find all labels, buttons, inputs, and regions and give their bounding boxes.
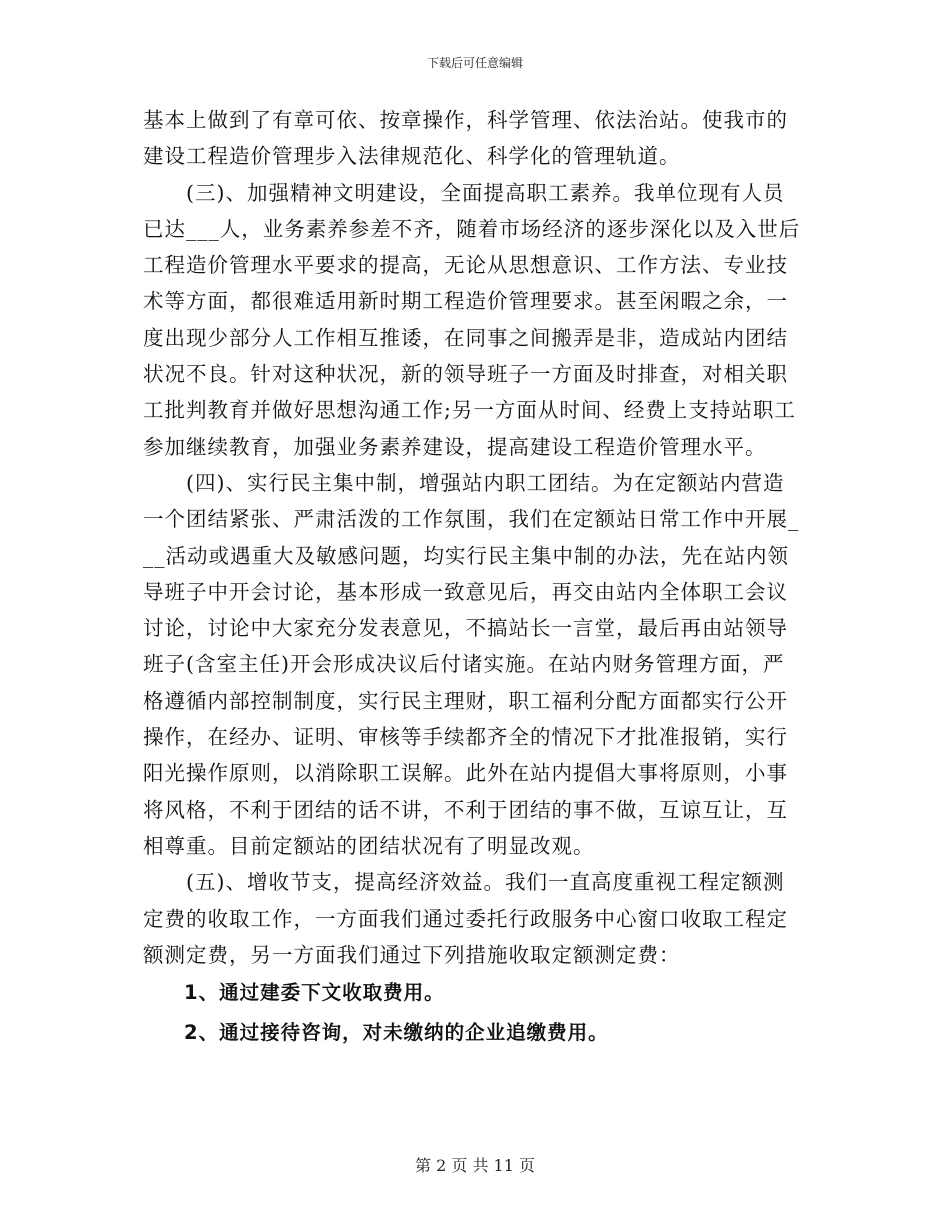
text-line: 讨论，讨论中大家充分发表意见，不搞站长一言堂，最后再由站领导 <box>143 616 788 641</box>
text-line: 已达___人，业务素养参差不齐，随着市场经济的逐步深化以及入世后 <box>143 216 801 241</box>
page-header: 下载后可任意编辑 <box>426 56 523 70</box>
text-line: 格遵循内部控制制度，实行民主理财，职工福利分配方面都实行公开 <box>143 688 788 713</box>
page-footer: 第 2 页 共 11 页 <box>415 1156 535 1175</box>
text-line: 操作，在经办、证明、审核等手续都齐全的情况下才批准报销，实行 <box>143 725 788 750</box>
text-line: 度出现少部分人工作相互推诿，在同事之间搬弄是非，造成站内团结 <box>143 325 788 350</box>
text-line: 班子(含室主任)开会形成决议后付诸实施。在站内财务管理方面，严 <box>143 652 785 677</box>
text-line: 参加继续教育，加强业务素养建设，提高建设工程造价管理水平。 <box>143 434 767 459</box>
text-line: 状况不良。针对这种状况，新的领导班子一方面及时排查，对相关职 <box>143 362 788 387</box>
text-line: 阳光操作原则，以消除职工误解。此外在站内提倡大事将原则，小事 <box>143 761 788 786</box>
text-line: __活动或遇重大及敏感问题，均实行民主集中制的办法，先在站内领 <box>143 543 789 568</box>
text-line: 相尊重。目前定额站的团结状况有了明显改观。 <box>143 833 595 858</box>
bold-list-item: 2、通过接待咨询，对未缴纳的企业追缴费用。 <box>143 1021 609 1045</box>
text-line: 工程造价管理水平要求的提高，无论从思想意识、工作方法、专业技 <box>143 253 788 278</box>
text-line: 定费的收取工作，一方面我们通过委托行政服务中心窗口收取工程定 <box>143 906 788 931</box>
text-line: 基本上做到了有章可依、按章操作，科学管理、依法治站。使我市的 <box>143 108 788 132</box>
bold-list-item: 1、通过建委下文收取费用。 <box>143 981 445 1005</box>
text-line: 建设工程造价管理步入法律规范化、科学化的管理轨道。 <box>143 144 681 169</box>
document-body <box>143 102 813 1054</box>
text-line: (三)、加强精神文明建设，全面提高职工素养。我单位现有人员 <box>143 180 785 205</box>
text-line: (五)、增收节支，提高经济效益。我们一直高度重视工程定额测 <box>143 870 785 895</box>
text-line: 将风格，不利于团结的话不讲，不利于团结的事不做，互谅互让，互 <box>143 797 788 822</box>
text-line: 导班子中开会讨论，基本形成一致意见后，再交由站内全体职工会议 <box>143 579 788 604</box>
text-line: 工批判教育并做好思想沟通工作;另一方面从时间、经费上支持站职工 <box>143 398 796 423</box>
text-line: 额测定费，另一方面我们通过下列措施收取定额测定费： <box>143 942 681 967</box>
text-line: 术等方面，都很难适用新时期工程造价管理要求。甚至闲暇之余，一 <box>143 289 788 314</box>
text-line: 一个团结紧张、严肃活泼的工作氛围，我们在定额站日常工作中开展_ <box>143 507 800 532</box>
text-line: (四)、实行民主集中制，增强站内职工团结。为在定额站内营造 <box>143 470 785 495</box>
